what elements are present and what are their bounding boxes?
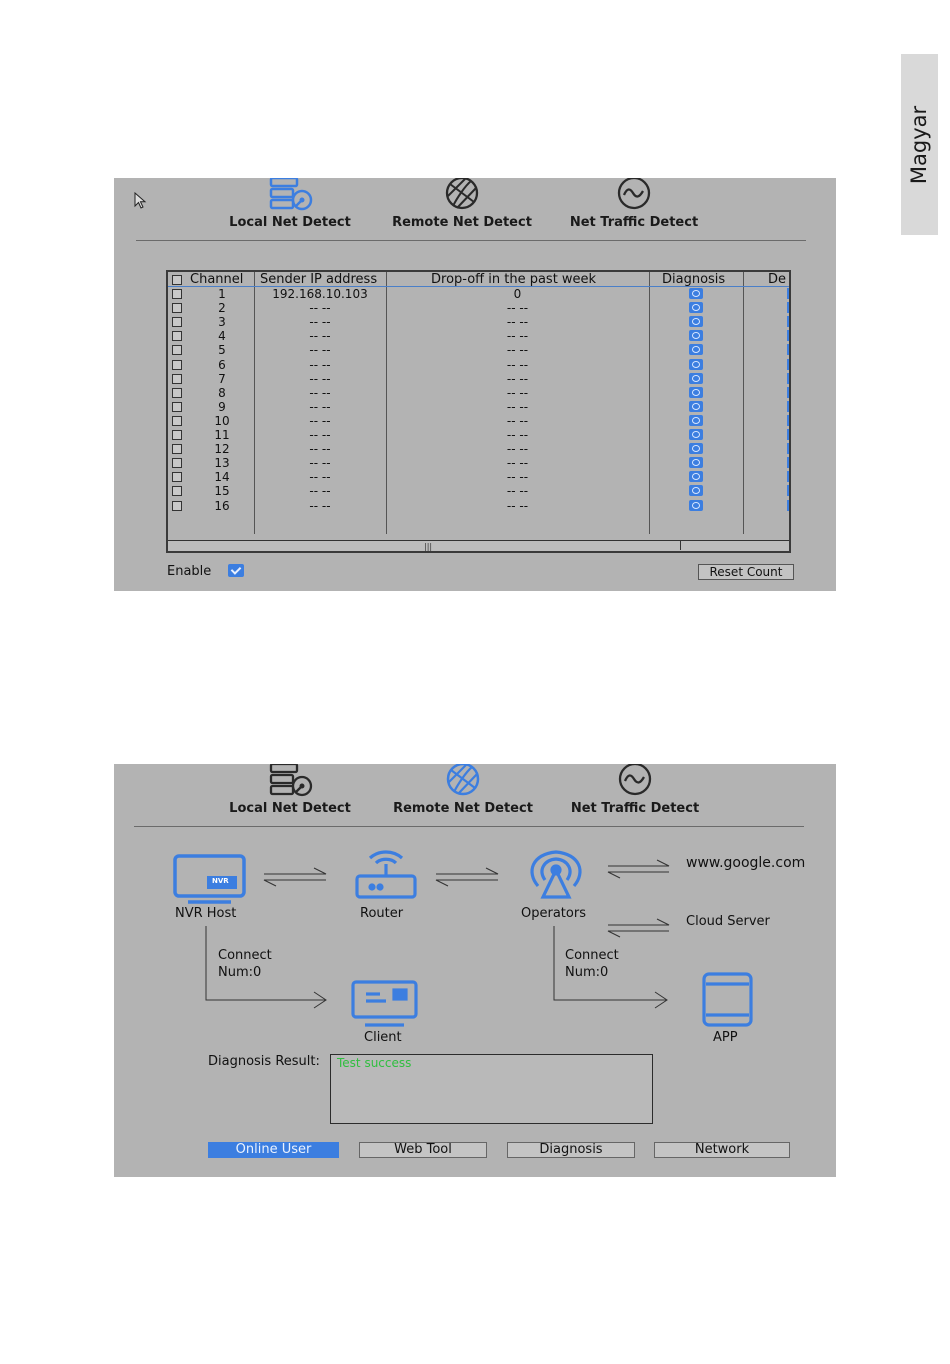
cell-sender-ip: 192.168.10.103 bbox=[272, 287, 368, 301]
detail-indicator bbox=[787, 344, 789, 355]
diagnosis-icon[interactable] bbox=[689, 302, 703, 313]
cell-channel: 16 bbox=[214, 498, 230, 513]
detail-indicator bbox=[787, 500, 789, 511]
cell-channel: 2 bbox=[218, 301, 226, 316]
cell-channel: 14 bbox=[214, 470, 230, 485]
reset-count-button[interactable]: Reset Count bbox=[698, 564, 794, 580]
diagnosis-icon[interactable] bbox=[689, 373, 703, 384]
cell-sender-ip: -- -- bbox=[309, 371, 331, 386]
diagnosis-icon[interactable] bbox=[689, 415, 703, 426]
tab-label: Remote Net Detect bbox=[393, 801, 533, 816]
diagnosis-result-text: Test success bbox=[337, 1056, 412, 1070]
diagnosis-icon[interactable] bbox=[689, 316, 703, 327]
row-checkbox[interactable] bbox=[172, 402, 182, 412]
cell-drop-off: -- -- bbox=[506, 413, 529, 428]
google-label: www.google.com bbox=[686, 855, 806, 871]
language-side-tab bbox=[901, 54, 938, 235]
cell-drop-off: -- -- bbox=[506, 428, 529, 442]
select-all-checkbox[interactable] bbox=[172, 275, 182, 285]
detail-indicator bbox=[787, 373, 789, 384]
diagnosis-icon[interactable] bbox=[689, 359, 703, 370]
diagnosis-icon[interactable] bbox=[689, 500, 703, 511]
row-checkbox[interactable] bbox=[172, 472, 182, 482]
table-row[interactable] bbox=[168, 358, 789, 372]
cell-drop-off: -- -- bbox=[506, 484, 529, 499]
cell-sender-ip: -- -- bbox=[309, 301, 331, 316]
table-row[interactable] bbox=[168, 470, 789, 484]
table-row[interactable] bbox=[168, 484, 789, 498]
row-checkbox[interactable] bbox=[172, 360, 182, 370]
cell-sender-ip: -- -- bbox=[309, 385, 331, 400]
header-sender-ip: Sender IP address bbox=[260, 272, 378, 287]
table-row[interactable] bbox=[168, 442, 789, 456]
network-diagnosis-screen bbox=[114, 764, 836, 1177]
client-label: Client bbox=[364, 1030, 402, 1045]
antenna-tower-icon bbox=[532, 852, 580, 897]
cell-sender-ip: -- -- bbox=[309, 428, 331, 442]
tab-local-net-detect[interactable] bbox=[205, 178, 375, 236]
header-diagnosis: Diagnosis bbox=[662, 272, 726, 287]
connect-label-left: Connect bbox=[218, 948, 272, 963]
cell-drop-off: -- -- bbox=[506, 329, 529, 344]
diagnosis-icon[interactable] bbox=[689, 429, 703, 440]
diagnosis-icon[interactable] bbox=[689, 344, 703, 355]
connect-num-left: Num:0 bbox=[218, 965, 262, 980]
enable-checkbox[interactable] bbox=[228, 564, 244, 577]
cloud-server-label: Cloud Server bbox=[686, 914, 770, 929]
tab-remote-net-detect[interactable] bbox=[377, 178, 547, 236]
cell-channel: 6 bbox=[218, 357, 226, 372]
exchange-arrows-icon bbox=[608, 860, 669, 878]
exchange-arrows-icon bbox=[436, 868, 498, 886]
tab-label: Net Traffic Detect bbox=[569, 215, 699, 230]
cell-channel: 8 bbox=[218, 385, 226, 400]
detail-indicator bbox=[787, 471, 789, 482]
globe-icon bbox=[441, 178, 487, 212]
cell-sender-ip: -- -- bbox=[309, 413, 331, 428]
server-disk-icon bbox=[269, 178, 315, 212]
diagnosis-icon[interactable] bbox=[689, 485, 703, 496]
connect-label-right: Connect bbox=[565, 948, 619, 963]
table-row[interactable] bbox=[168, 386, 789, 400]
table-row[interactable] bbox=[168, 499, 789, 513]
detail-indicator bbox=[787, 288, 789, 299]
diagnosis-icon[interactable] bbox=[689, 471, 703, 482]
cell-drop-off: -- -- bbox=[506, 301, 529, 316]
cell-channel: 11 bbox=[214, 428, 230, 442]
cell-sender-ip: -- -- bbox=[309, 357, 331, 372]
row-checkbox[interactable] bbox=[172, 458, 182, 468]
detail-indicator bbox=[787, 302, 789, 313]
row-checkbox[interactable] bbox=[172, 430, 182, 440]
channel-table bbox=[166, 270, 791, 553]
tab-bar bbox=[114, 178, 836, 238]
cell-channel: 13 bbox=[214, 456, 230, 471]
row-checkbox[interactable] bbox=[172, 317, 182, 327]
cell-sender-ip: -- -- bbox=[309, 442, 331, 457]
tab-label: Local Net Detect bbox=[229, 215, 351, 230]
diagnosis-icon[interactable] bbox=[689, 330, 703, 341]
detail-indicator bbox=[787, 387, 789, 398]
diagnosis-icon[interactable] bbox=[689, 387, 703, 398]
diagnosis-button[interactable]: Diagnosis bbox=[507, 1142, 635, 1158]
table-row[interactable] bbox=[168, 414, 789, 428]
cell-sender-ip: -- -- bbox=[309, 315, 331, 330]
client-monitor-icon bbox=[353, 982, 416, 1025]
detail-indicator bbox=[787, 443, 789, 454]
cell-sender-ip: -- -- bbox=[309, 456, 331, 471]
exchange-arrows-icon bbox=[264, 868, 326, 886]
diagnosis-icon[interactable] bbox=[689, 401, 703, 412]
cell-sender-ip: -- -- bbox=[309, 470, 331, 485]
diagnosis-result-label: Diagnosis Result: bbox=[208, 1054, 320, 1069]
cell-drop-off: -- -- bbox=[506, 470, 529, 485]
row-checkbox[interactable] bbox=[172, 331, 182, 341]
cell-sender-ip: -- -- bbox=[309, 343, 331, 358]
cell-drop-off: -- -- bbox=[506, 371, 529, 386]
detail-indicator bbox=[787, 359, 789, 370]
cell-drop-off: -- -- bbox=[506, 315, 529, 330]
table-row[interactable] bbox=[168, 287, 789, 301]
detail-indicator bbox=[787, 401, 789, 412]
cell-drop-off: -- -- bbox=[506, 385, 529, 400]
table-row[interactable] bbox=[168, 456, 789, 470]
tab-label: Remote Net Detect bbox=[392, 215, 532, 230]
row-checkbox[interactable] bbox=[172, 486, 182, 496]
cell-channel: 1 bbox=[218, 287, 226, 301]
detail-indicator bbox=[787, 429, 789, 440]
diagnosis-icon[interactable] bbox=[689, 457, 703, 468]
cell-sender-ip: -- -- bbox=[309, 399, 331, 414]
language-label: Magyar bbox=[907, 105, 932, 184]
cell-channel: 15 bbox=[214, 484, 230, 499]
cell-drop-off: -- -- bbox=[506, 399, 529, 414]
detail-indicator bbox=[787, 485, 789, 496]
cell-channel: 12 bbox=[214, 442, 230, 457]
cell-sender-ip: -- -- bbox=[309, 484, 331, 499]
web-tool-button[interactable]: Web Tool bbox=[359, 1142, 487, 1158]
cell-sender-ip: -- -- bbox=[309, 329, 331, 344]
header-drop-off: Drop-off in the past week bbox=[431, 272, 597, 287]
exchange-arrows-icon bbox=[608, 919, 669, 937]
cell-drop-off: -- -- bbox=[506, 456, 529, 471]
cell-drop-off: 0 bbox=[513, 287, 522, 301]
nvr-badge-label: NVR bbox=[212, 877, 229, 885]
operators-label: Operators bbox=[521, 906, 586, 921]
router-icon bbox=[357, 852, 415, 897]
table-row[interactable] bbox=[168, 329, 789, 343]
row-checkbox[interactable] bbox=[172, 289, 182, 299]
cell-channel: 4 bbox=[218, 329, 226, 344]
mobile-app-icon bbox=[704, 974, 751, 1025]
net-detect-screen bbox=[114, 178, 836, 591]
cell-drop-off: -- -- bbox=[506, 343, 529, 358]
tab-label: Local Net Detect bbox=[229, 801, 351, 816]
tab-divider bbox=[136, 240, 806, 241]
detail-indicator bbox=[787, 415, 789, 426]
cell-drop-off: -- -- bbox=[506, 498, 529, 513]
table-row[interactable] bbox=[168, 315, 789, 329]
cell-channel: 7 bbox=[218, 371, 226, 386]
network-button[interactable]: Network bbox=[654, 1142, 790, 1158]
row-checkbox[interactable] bbox=[172, 345, 182, 355]
row-checkbox[interactable] bbox=[172, 388, 182, 398]
detail-indicator bbox=[787, 316, 789, 327]
scrollbar-grip-icon: ||| bbox=[424, 542, 433, 551]
cell-channel: 3 bbox=[218, 315, 226, 330]
connect-num-right: Num:0 bbox=[565, 965, 609, 980]
nvr-monitor-icon bbox=[175, 856, 244, 902]
table-row[interactable] bbox=[168, 343, 789, 357]
row-checkbox[interactable] bbox=[172, 416, 182, 426]
detail-indicator bbox=[787, 457, 789, 468]
table-row[interactable] bbox=[168, 428, 789, 442]
cell-drop-off: -- -- bbox=[506, 357, 529, 372]
horizontal-scrollbar[interactable] bbox=[168, 540, 789, 551]
scrollbar-thumb[interactable] bbox=[168, 541, 681, 550]
app-label: APP bbox=[713, 1030, 738, 1045]
cell-channel: 9 bbox=[218, 399, 226, 414]
diagnosis-icon[interactable] bbox=[689, 288, 703, 299]
table-row[interactable] bbox=[168, 372, 789, 386]
row-checkbox[interactable] bbox=[172, 501, 182, 511]
table-row[interactable] bbox=[168, 301, 789, 315]
detail-indicator bbox=[787, 330, 789, 341]
tab-label: Net Traffic Detect bbox=[570, 801, 700, 816]
online-user-button[interactable]: Online User bbox=[208, 1142, 339, 1158]
row-checkbox[interactable] bbox=[172, 374, 182, 384]
cell-channel: 5 bbox=[218, 343, 226, 358]
router-label: Router bbox=[360, 906, 404, 921]
row-checkbox[interactable] bbox=[172, 303, 182, 313]
cell-channel: 10 bbox=[214, 413, 230, 428]
cell-sender-ip: -- -- bbox=[309, 498, 331, 513]
table-row[interactable] bbox=[168, 400, 789, 414]
diagnosis-icon[interactable] bbox=[689, 443, 703, 454]
cell-drop-off: -- -- bbox=[506, 442, 529, 457]
header-detail: De bbox=[768, 272, 787, 287]
diagnosis-result-box bbox=[330, 1054, 653, 1124]
traffic-wave-icon bbox=[613, 178, 659, 212]
nvr-host-label: NVR Host bbox=[175, 906, 237, 921]
header-channel: Channel bbox=[190, 272, 244, 287]
tab-net-traffic-detect[interactable] bbox=[549, 178, 719, 236]
enable-label: Enable bbox=[167, 564, 212, 579]
row-checkbox[interactable] bbox=[172, 444, 182, 454]
